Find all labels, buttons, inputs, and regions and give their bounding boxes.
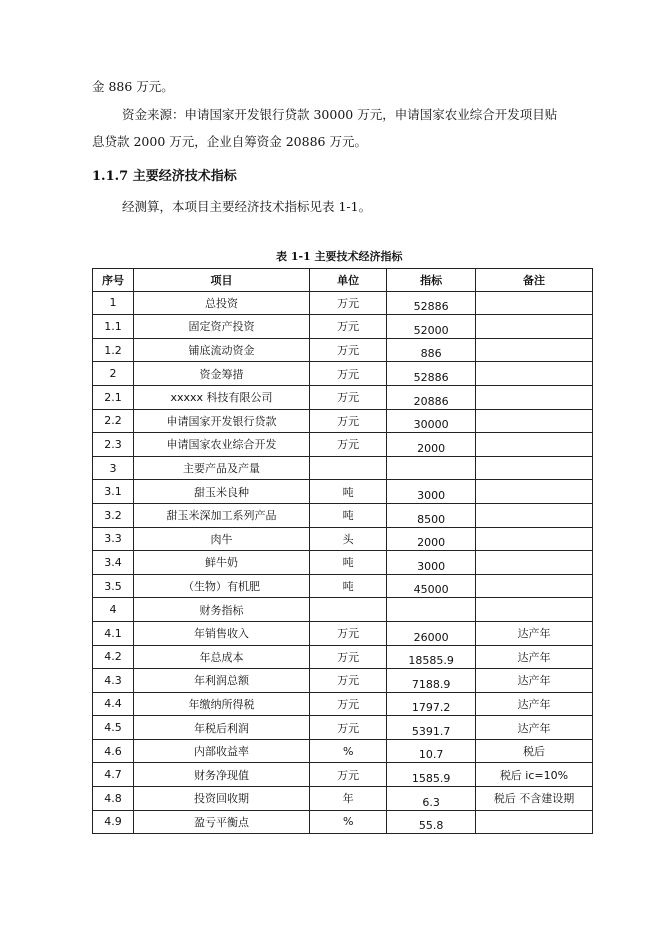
header-item: 项目 <box>133 269 309 292</box>
row-number: 4.2 <box>93 645 134 669</box>
table-row <box>93 551 593 575</box>
row-value <box>387 456 476 480</box>
row-unit <box>310 456 387 480</box>
table-row <box>93 527 593 551</box>
row-item: 盈亏平衡点 <box>133 810 309 834</box>
row-value: 5391.7 <box>387 716 476 740</box>
row-unit: 万元 <box>310 621 387 645</box>
table-body <box>93 291 593 834</box>
row-note <box>475 456 592 480</box>
table-row <box>93 810 593 834</box>
table-row <box>93 480 593 504</box>
row-unit: % <box>310 810 387 834</box>
table-row <box>93 315 593 339</box>
row-item: 申请国家开发银行贷款 <box>133 409 309 433</box>
row-number: 1.1 <box>93 315 134 339</box>
row-number: 4.5 <box>93 716 134 740</box>
row-unit: 吨 <box>310 480 387 504</box>
row-value: 52886 <box>387 362 476 386</box>
row-number: 2.2 <box>93 409 134 433</box>
table-row <box>93 787 593 811</box>
section-intro: 经测算，本项目主要经济技术指标见表 1-1。 <box>122 199 372 214</box>
row-note <box>475 551 592 575</box>
row-number: 2.1 <box>93 385 134 409</box>
row-number: 3.2 <box>93 503 134 527</box>
table-row <box>93 338 593 362</box>
table-row <box>93 503 593 527</box>
table-row <box>93 645 593 669</box>
row-unit: 头 <box>310 527 387 551</box>
row-item: 甜玉米深加工系列产品 <box>133 503 309 527</box>
header-note: 备注 <box>475 269 592 292</box>
row-note <box>475 810 592 834</box>
row-value: 52886 <box>387 291 476 315</box>
row-number: 4.8 <box>93 787 134 811</box>
row-number: 4.6 <box>93 739 134 763</box>
row-item: 总投资 <box>133 291 309 315</box>
paragraph-line-1: 金 886 万元。 <box>92 79 174 94</box>
table-row <box>93 362 593 386</box>
row-unit: 万元 <box>310 315 387 339</box>
row-number: 3 <box>93 456 134 480</box>
row-note <box>475 574 592 598</box>
row-value: 55.8 <box>387 810 476 834</box>
row-item: 甜玉米良种 <box>133 480 309 504</box>
row-unit: 吨 <box>310 503 387 527</box>
row-note <box>475 409 592 433</box>
table-row <box>93 385 593 409</box>
table-row <box>93 409 593 433</box>
row-item: 内部收益率 <box>133 739 309 763</box>
row-unit: 万元 <box>310 433 387 457</box>
row-value: 18585.9 <box>387 645 476 669</box>
row-number: 3.5 <box>93 574 134 598</box>
row-unit: 万元 <box>310 291 387 315</box>
row-item: （生物）有机肥 <box>133 574 309 598</box>
table-row <box>93 291 593 315</box>
indicators-table <box>92 268 593 834</box>
row-value: 6.3 <box>387 787 476 811</box>
row-number: 2.3 <box>93 433 134 457</box>
row-unit: 万元 <box>310 338 387 362</box>
row-item: 财务指标 <box>133 598 309 622</box>
row-note <box>475 503 592 527</box>
row-value: 20886 <box>387 385 476 409</box>
row-number: 1.2 <box>93 338 134 362</box>
row-value <box>387 598 476 622</box>
row-value: 30000 <box>387 409 476 433</box>
row-item: 年销售收入 <box>133 621 309 645</box>
row-unit: 年 <box>310 787 387 811</box>
row-note <box>475 527 592 551</box>
row-note: 达产年 <box>475 621 592 645</box>
row-value: 3000 <box>387 551 476 575</box>
row-note: 达产年 <box>475 645 592 669</box>
paragraph-line-3: 息贷款 2000 万元，企业自筹资金 20886 万元。 <box>92 134 367 149</box>
row-number: 4.9 <box>93 810 134 834</box>
row-value: 8500 <box>387 503 476 527</box>
table-caption: 表 1-1 主要技术经济指标 <box>276 250 403 263</box>
table-row <box>93 716 593 740</box>
table-row <box>93 456 593 480</box>
row-item: 申请国家农业综合开发 <box>133 433 309 457</box>
row-note <box>475 433 592 457</box>
row-note: 税后 <box>475 739 592 763</box>
row-note: 达产年 <box>475 716 592 740</box>
row-unit: 吨 <box>310 551 387 575</box>
row-number: 3.3 <box>93 527 134 551</box>
row-value: 45000 <box>387 574 476 598</box>
row-item: 固定资产投资 <box>133 315 309 339</box>
row-unit: % <box>310 739 387 763</box>
row-note <box>475 385 592 409</box>
row-unit <box>310 598 387 622</box>
table-row <box>93 739 593 763</box>
row-number: 4.3 <box>93 669 134 693</box>
table-row <box>93 574 593 598</box>
row-value: 886 <box>387 338 476 362</box>
table-row <box>93 669 593 693</box>
row-item: 投资回收期 <box>133 787 309 811</box>
header-value: 指标 <box>387 269 476 292</box>
table-row <box>93 763 593 787</box>
row-item: 肉牛 <box>133 527 309 551</box>
table-row <box>93 598 593 622</box>
row-item: 鲜牛奶 <box>133 551 309 575</box>
row-item: 年税后利润 <box>133 716 309 740</box>
row-number: 1 <box>93 291 134 315</box>
row-unit: 万元 <box>310 763 387 787</box>
row-note <box>475 598 592 622</box>
row-note <box>475 362 592 386</box>
row-note: 税后 不含建设期 <box>475 787 592 811</box>
row-unit: 万元 <box>310 645 387 669</box>
row-number: 4.1 <box>93 621 134 645</box>
row-value: 3000 <box>387 480 476 504</box>
row-unit: 万元 <box>310 669 387 693</box>
row-note: 达产年 <box>475 692 592 716</box>
row-value: 7188.9 <box>387 669 476 693</box>
section-heading: 1.1.7 主要经济技术指标 <box>92 169 237 184</box>
row-item: 财务净现值 <box>133 763 309 787</box>
row-note <box>475 480 592 504</box>
row-unit: 万元 <box>310 716 387 740</box>
row-note: 达产年 <box>475 669 592 693</box>
row-value: 1585.9 <box>387 763 476 787</box>
row-value: 2000 <box>387 527 476 551</box>
row-note <box>475 315 592 339</box>
row-unit: 万元 <box>310 362 387 386</box>
row-unit: 万元 <box>310 692 387 716</box>
row-number: 2 <box>93 362 134 386</box>
row-item: 年利润总额 <box>133 669 309 693</box>
row-note: 税后 ic=10% <box>475 763 592 787</box>
row-unit: 万元 <box>310 385 387 409</box>
header-unit: 单位 <box>310 269 387 292</box>
row-number: 4.7 <box>93 763 134 787</box>
row-number: 4.4 <box>93 692 134 716</box>
row-number: 3.4 <box>93 551 134 575</box>
row-note <box>475 338 592 362</box>
header-no: 序号 <box>93 269 134 292</box>
paragraph-line-2: 资金来源：申请国家开发银行贷款 30000 万元，申请国家农业综合开发项目贴 <box>122 107 558 122</box>
row-unit: 吨 <box>310 574 387 598</box>
table-row <box>93 433 593 457</box>
row-item: 资金筹措 <box>133 362 309 386</box>
row-item: 主要产品及产量 <box>133 456 309 480</box>
row-value: 52000 <box>387 315 476 339</box>
row-item: 年总成本 <box>133 645 309 669</box>
table-row <box>93 692 593 716</box>
row-item: 年缴纳所得税 <box>133 692 309 716</box>
row-item: xxxxx 科技有限公司 <box>133 385 309 409</box>
row-value: 10.7 <box>387 739 476 763</box>
table-row <box>93 621 593 645</box>
row-value: 1797.2 <box>387 692 476 716</box>
row-number: 4 <box>93 598 134 622</box>
row-number: 3.1 <box>93 480 134 504</box>
row-item: 铺底流动资金 <box>133 338 309 362</box>
row-value: 2000 <box>387 433 476 457</box>
row-value: 26000 <box>387 621 476 645</box>
row-unit: 万元 <box>310 409 387 433</box>
row-note <box>475 291 592 315</box>
table-header-row <box>93 269 593 292</box>
